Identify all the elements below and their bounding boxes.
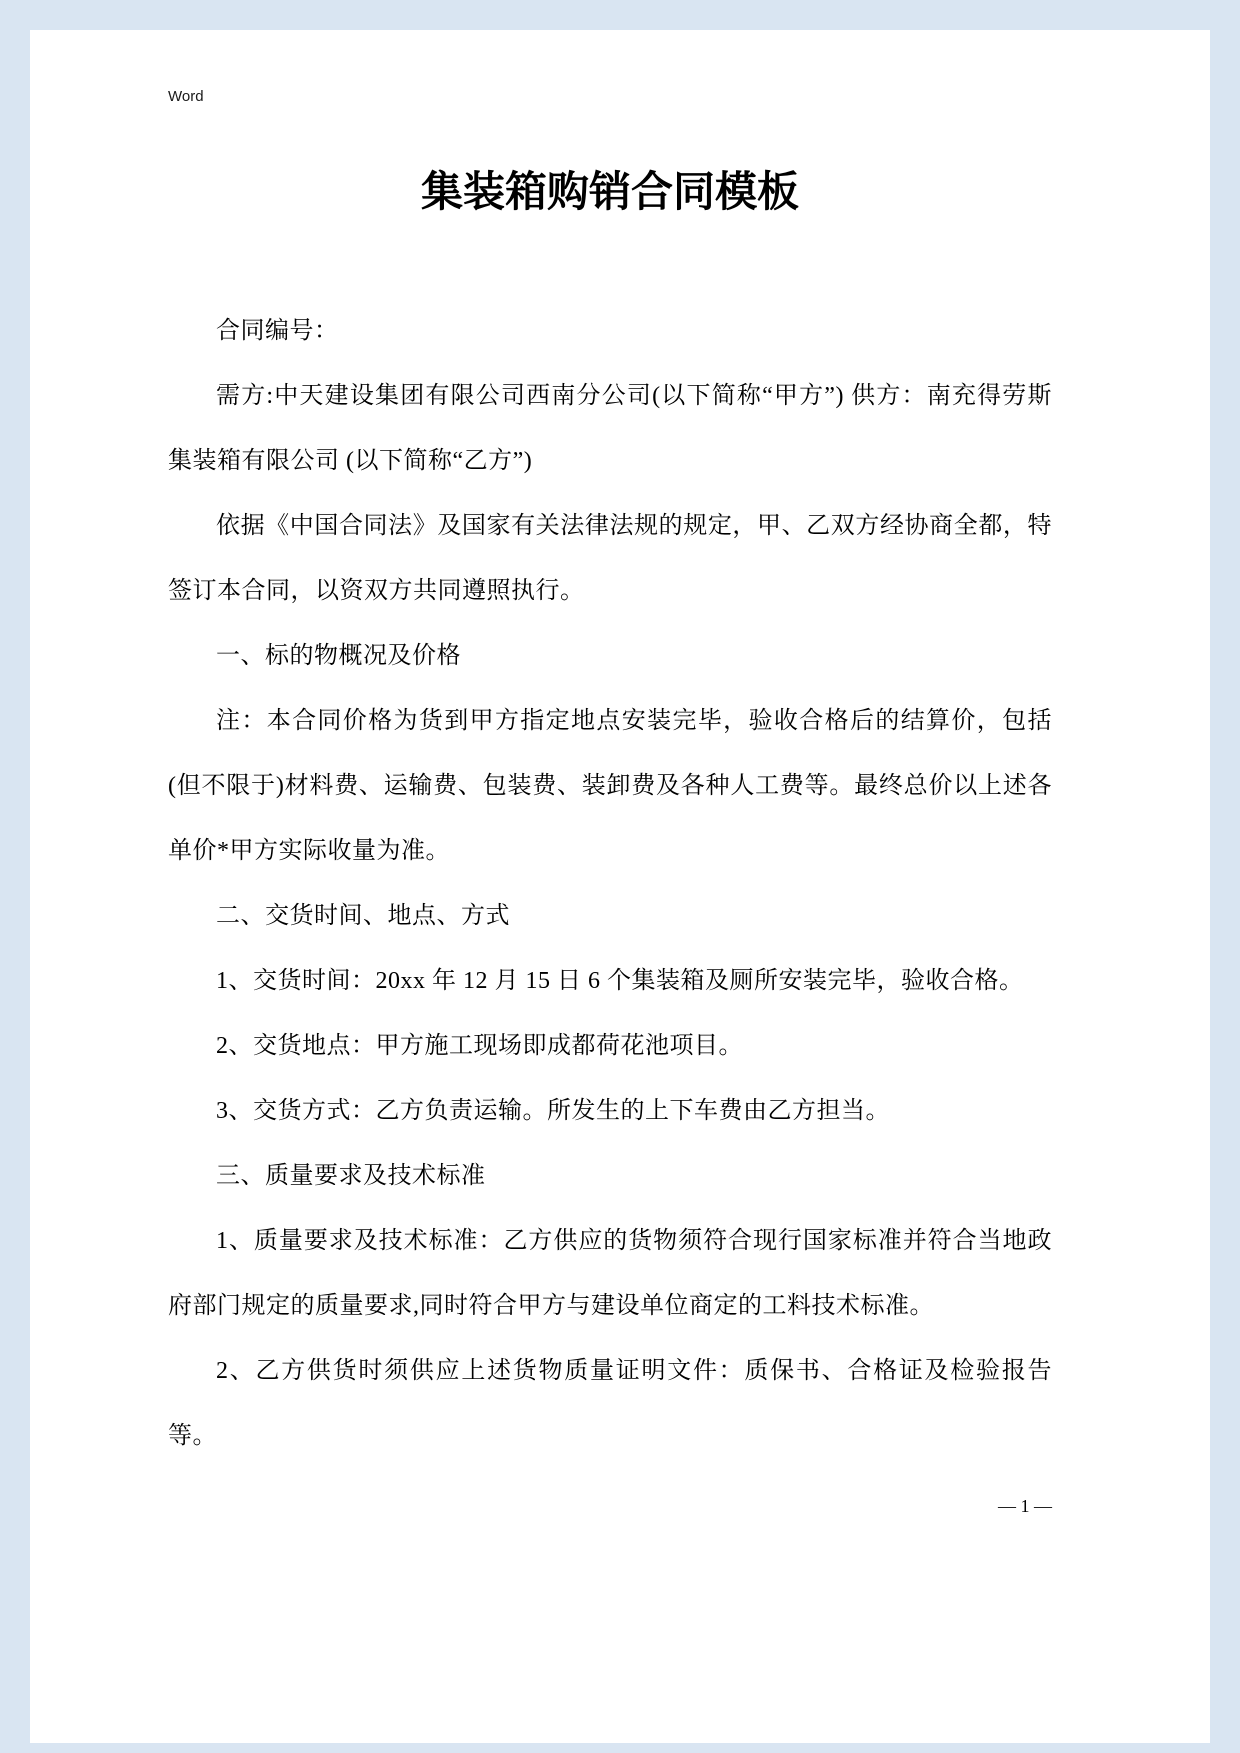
heading-section-1: 一、标的物概况及价格: [216, 643, 461, 669]
paragraph-delivery-time: 1、交货时间：20xx 年 12 月 15 日 6 个集装箱及厕所安装完毕，验收合格。: [216, 968, 1024, 994]
paragraph-quality-standard: 1、质量要求及技术标准：乙方供应的货物须符合现行国家标准并符合当地政府部门规定的质量要求,同时符合甲方与建设单位商定的工料技术标准。: [168, 1228, 1052, 1319]
paragraph-delivery-method: 3、交货方式：乙方负责运输。所发生的上下车费由乙方担当。: [216, 1098, 890, 1124]
document-body: [168, 299, 1052, 1469]
paragraph-quality-documents: 2、乙方供货时须供应上述货物质量证明文件：质保书、合格证及检验报告等。: [168, 1358, 1052, 1449]
heading-section-3: 三、质量要求及技术标准: [216, 1163, 486, 1189]
word-app-label: Word: [168, 88, 204, 105]
paragraph-price-note: 注：本合同价格为货到甲方指定地点安装完毕，验收合格后的结算价，包括(但不限于)材料费、运输费、包装费、装卸费及各种人工费等。最终总价以上述各单价*甲方实际收量为准。: [168, 708, 1052, 864]
paragraph-preamble: 依据《中国合同法》及国家有关法律法规的规定，甲、乙双方经协商全都，特签订本合同，以资双方共同遵照执行。: [168, 513, 1052, 604]
heading-section-2: 二、交货时间、地点、方式: [216, 903, 510, 929]
page-number: — 1 —: [998, 1496, 1052, 1516]
paragraph-contract-number: 合同编号：: [216, 318, 339, 344]
paragraph-delivery-place: 2、交货地点：甲方施工现场即成都荷花池项目。: [216, 1033, 743, 1059]
document-page: [30, 30, 1210, 1743]
document-title: 集装箱购销合同模板: [420, 170, 799, 216]
paragraph-parties: 需方:中天建设集团有限公司西南分公司(以下简称“甲方”) 供方：南充得劳斯集装箱有限公司 (以下简称“乙方”): [168, 383, 1052, 474]
